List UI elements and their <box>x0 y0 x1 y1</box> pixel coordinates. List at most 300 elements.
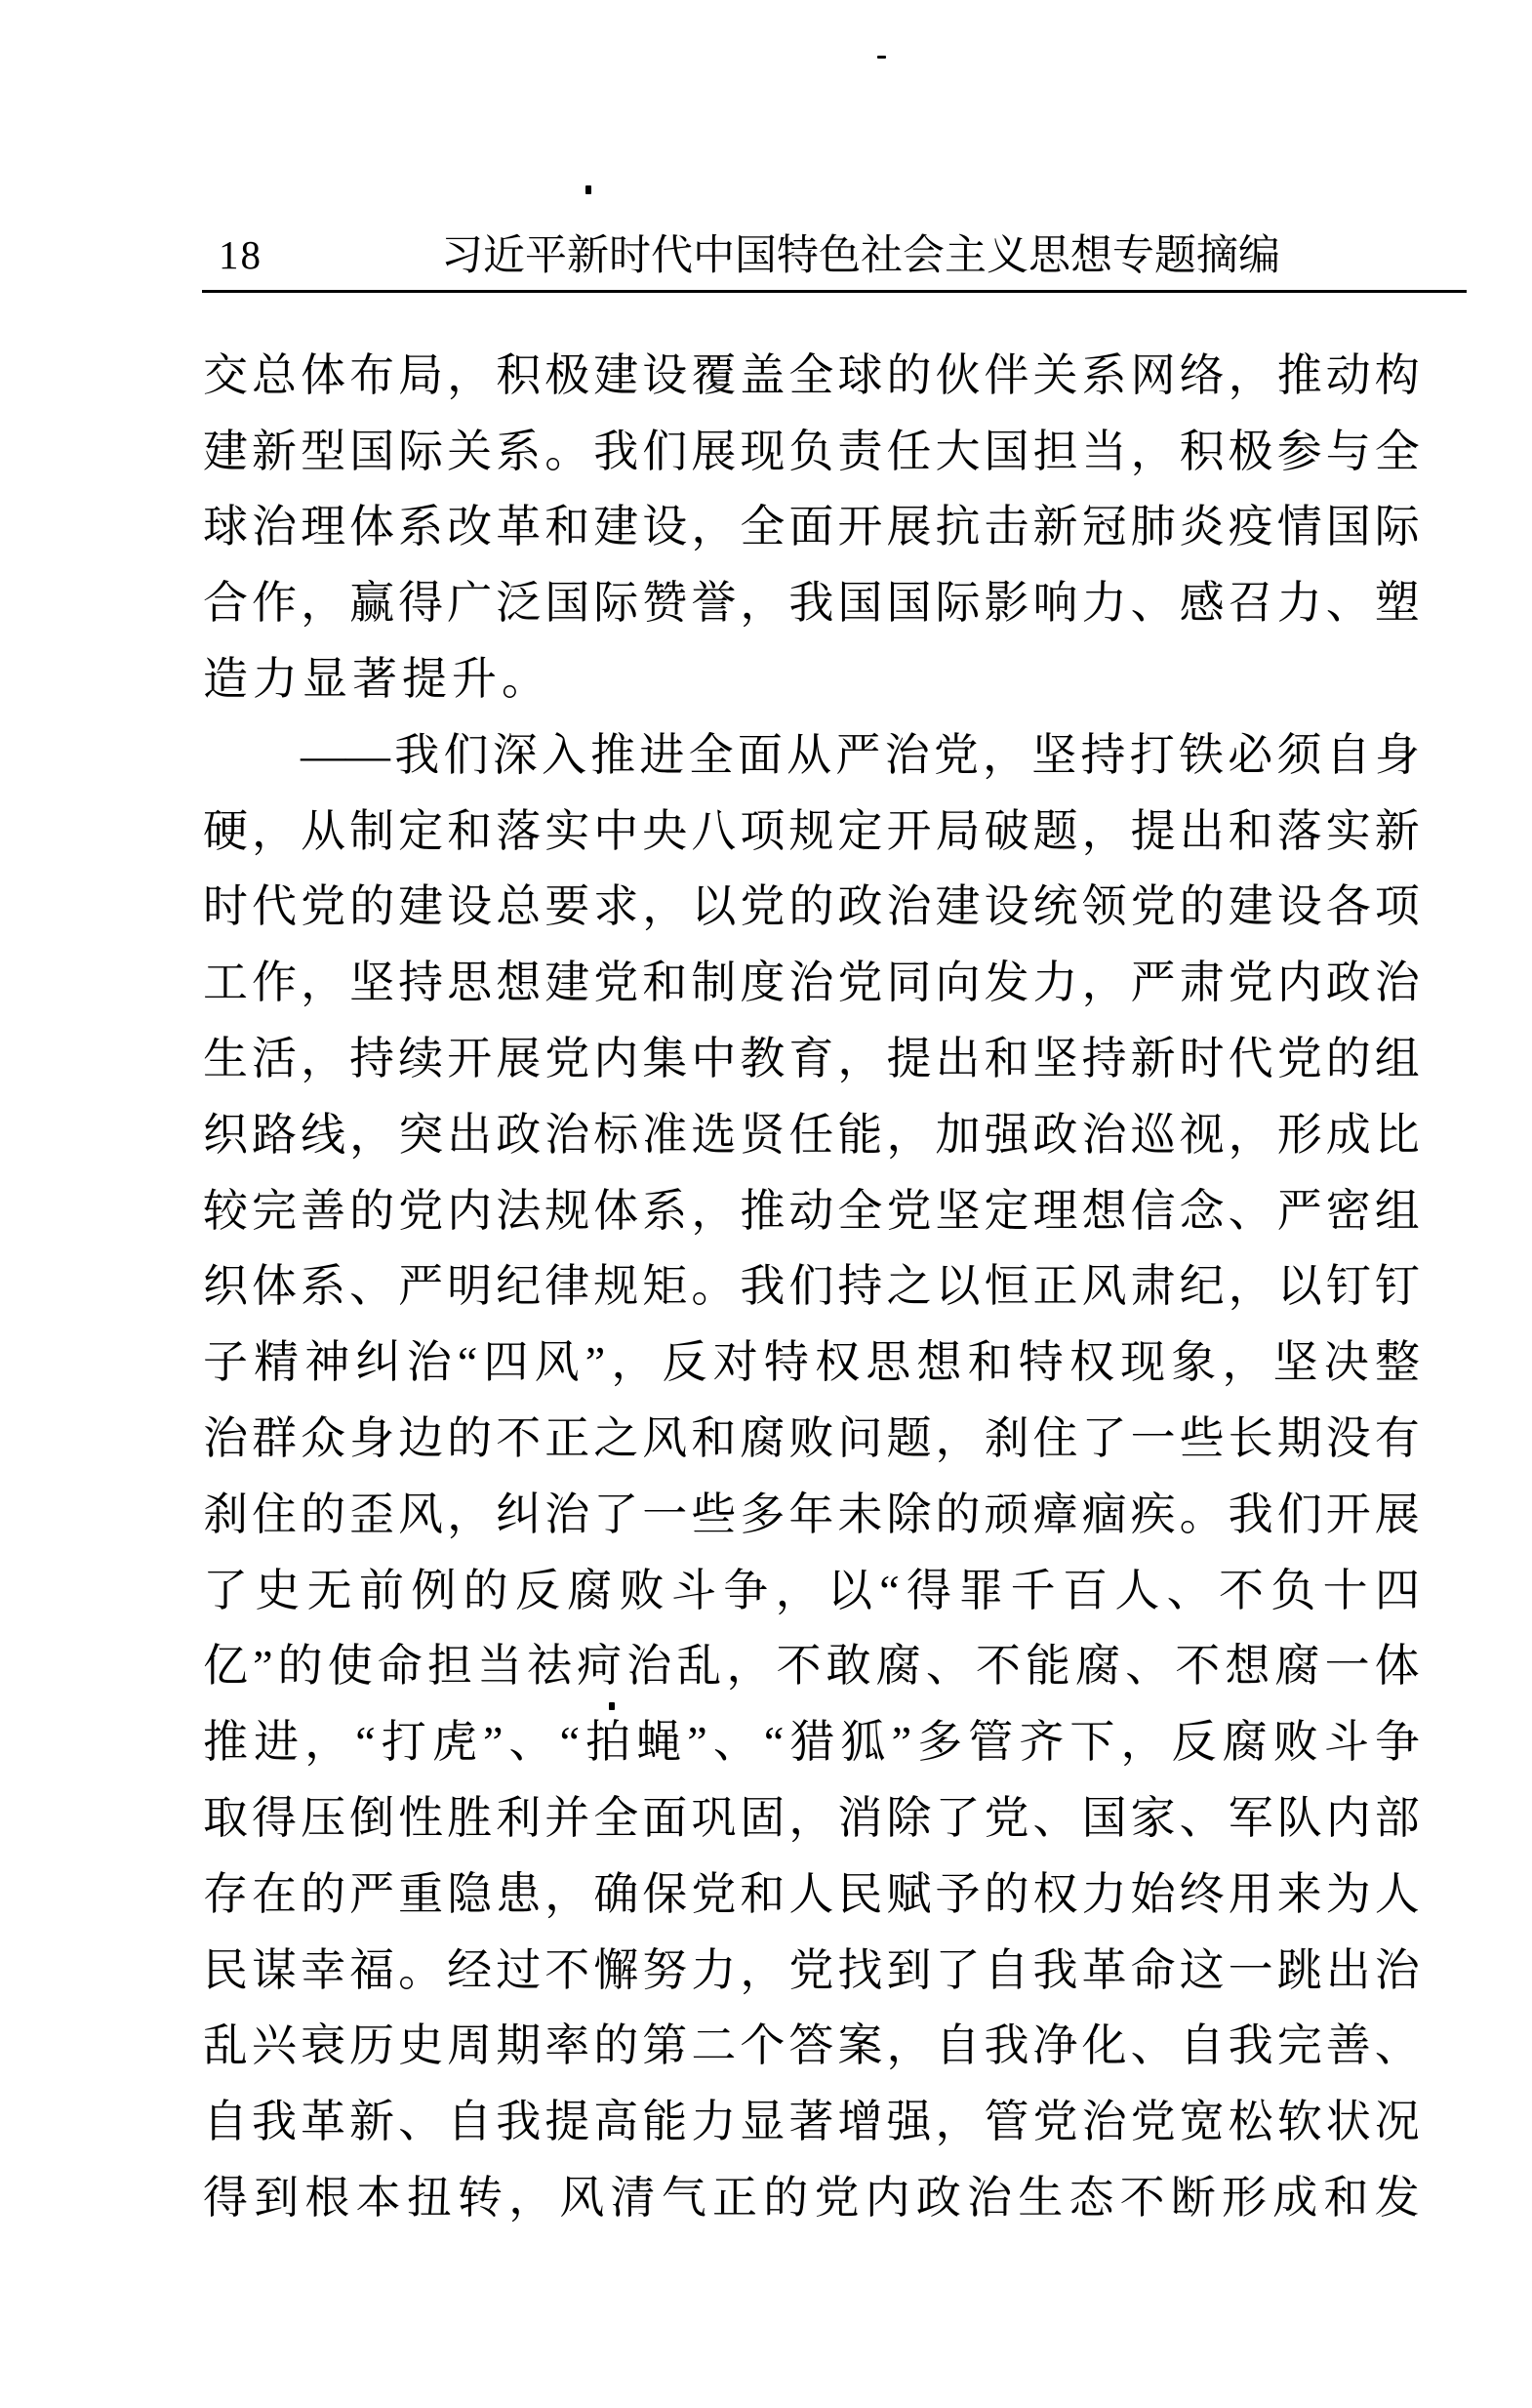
glyph: 之 <box>886 1261 932 1312</box>
glyph: 建 <box>544 958 590 1008</box>
glyph: 铁 <box>1178 729 1224 780</box>
glyph: 不 <box>1218 1565 1264 1615</box>
glyph: 出 <box>1325 1944 1371 1995</box>
glyph: 新 <box>1032 502 1078 552</box>
glyph: 展 <box>496 1034 542 1084</box>
glyph: 治 <box>406 1337 452 1388</box>
text-line <box>203 2084 1420 2160</box>
glyph: 、 <box>1032 1793 1078 1844</box>
glyph: 治 <box>544 1489 590 1539</box>
glyph: 瘴 <box>1032 1489 1078 1539</box>
glyph: 况 <box>1374 2097 1420 2147</box>
glyph: 全 <box>688 729 734 780</box>
glyph: 一 <box>642 1489 688 1539</box>
glyph: 组 <box>1374 1034 1420 1084</box>
glyph: 生 <box>1018 2173 1064 2224</box>
glyph: 自 <box>1325 729 1371 780</box>
glyph: 、 <box>1325 578 1371 629</box>
glyph: 群 <box>252 1413 298 1464</box>
glyph: 党 <box>933 729 979 780</box>
glyph: 四 <box>483 1337 529 1388</box>
glyph: 净 <box>1032 2020 1078 2071</box>
glyph: 的 <box>935 1489 981 1539</box>
glyph: 的 <box>788 881 834 932</box>
glyph: ， <box>1081 958 1127 1008</box>
glyph: 提 <box>1130 805 1176 856</box>
glyph: 对 <box>712 1337 758 1388</box>
glyph: 革 <box>1081 1944 1127 1995</box>
glyph: 赋 <box>886 1868 932 1919</box>
text-line <box>203 641 1420 717</box>
glyph: 政 <box>496 1109 542 1160</box>
glyph: 特 <box>1018 1337 1064 1388</box>
glyph: 响 <box>1032 578 1078 629</box>
glyph: 肺 <box>1130 502 1176 552</box>
glyph: 打 <box>1129 729 1175 780</box>
glyph: 际 <box>398 426 444 476</box>
glyph: 责 <box>837 426 883 476</box>
glyph: 抗 <box>935 502 981 552</box>
glyph: 猎 <box>789 1717 835 1768</box>
glyph: 军 <box>1228 1793 1273 1844</box>
glyph: 中 <box>691 1034 737 1084</box>
glyph: 百 <box>1063 1565 1108 1615</box>
glyph: 定 <box>984 1185 1029 1236</box>
glyph: 赢 <box>349 578 395 629</box>
glyph: 的 <box>1325 1034 1371 1084</box>
glyph: 组 <box>1374 1185 1420 1236</box>
glyph: 构 <box>1374 349 1420 400</box>
glyph: 刹 <box>203 1489 248 1539</box>
glyph: 的 <box>763 2173 809 2224</box>
glyph: 我 <box>1228 1489 1273 1539</box>
page-number: 18 <box>219 232 262 277</box>
glyph: 治 <box>1081 1109 1127 1160</box>
glyph: 宽 <box>1179 2097 1225 2147</box>
glyph: 年 <box>788 1489 834 1539</box>
glyph: 明 <box>447 1261 493 1312</box>
glyph: 不 <box>975 1641 1021 1692</box>
glyph: 力 <box>1032 958 1078 1008</box>
glyph: 国 <box>984 426 1029 476</box>
glyph: 、 <box>1125 1641 1171 1692</box>
glyph: 持 <box>1081 1034 1127 1084</box>
glyph: 必 <box>1228 729 1273 780</box>
glyph: 的 <box>301 1489 346 1539</box>
text-line <box>203 338 1420 414</box>
glyph: 个 <box>740 2020 786 2071</box>
glyph: 多 <box>917 1717 963 1768</box>
glyph: 作 <box>252 958 298 1008</box>
glyph: 规 <box>788 805 834 856</box>
glyph: 、 <box>925 1641 971 1692</box>
glyph: ， <box>983 729 1028 780</box>
glyph: 力 <box>253 654 298 705</box>
glyph: 信 <box>1130 1185 1176 1236</box>
glyph: 的 <box>447 1413 493 1464</box>
glyph: 狐 <box>840 1717 886 1768</box>
text-line <box>203 870 1420 946</box>
glyph: 面 <box>788 502 834 552</box>
glyph: ， <box>691 1185 737 1236</box>
glyph: 加 <box>935 1109 981 1160</box>
glyph: 贤 <box>740 1109 786 1160</box>
glyph: ， <box>642 881 688 932</box>
glyph: 当 <box>1081 426 1127 476</box>
glyph: 开 <box>1325 1489 1371 1539</box>
glyph: 积 <box>1179 426 1225 476</box>
glyph: 们 <box>1276 1489 1322 1539</box>
glyph: 正 <box>1032 1261 1078 1312</box>
glyph: 和 <box>1228 805 1273 856</box>
glyph: 象 <box>1171 1337 1217 1388</box>
glyph: 理 <box>301 502 346 552</box>
glyph: 们 <box>642 426 688 476</box>
glyph: 、 <box>712 1717 758 1768</box>
glyph: 刹 <box>984 1413 1029 1464</box>
text-line <box>203 1097 1420 1173</box>
glyph: 民 <box>203 1944 248 1995</box>
running-head-title: 习近平新时代中国特色社会主义思想专题摘编 <box>441 233 1280 279</box>
glyph: 从 <box>301 805 346 856</box>
text-line <box>203 2009 1420 2085</box>
glyph: 展 <box>1374 1489 1420 1539</box>
glyph: 感 <box>1179 578 1225 629</box>
glyph: 能 <box>837 1109 883 1160</box>
glyph: 决 <box>1323 1337 1369 1388</box>
glyph: 力 <box>1276 578 1322 629</box>
glyph: 严 <box>398 1261 444 1312</box>
glyph: 腐 <box>740 1413 786 1464</box>
glyph: 冠 <box>1081 502 1127 552</box>
glyph: 身 <box>1374 729 1420 780</box>
glyph: 蝇 <box>636 1717 682 1768</box>
glyph: 周 <box>447 2020 493 2071</box>
glyph: 设 <box>1276 881 1322 932</box>
glyph: 和 <box>447 805 493 856</box>
glyph: 形 <box>1276 1109 1322 1160</box>
glyph: 政 <box>915 2173 961 2224</box>
glyph: 腐 <box>1222 1717 1268 1768</box>
glyph: 队 <box>1276 1793 1322 1844</box>
glyph: 落 <box>496 805 542 856</box>
glyph: 制 <box>349 805 395 856</box>
glyph: 和 <box>740 1868 786 1919</box>
glyph: 织 <box>203 1261 248 1312</box>
glyph: ， <box>301 958 346 1008</box>
glyph: 力 <box>691 2097 737 2147</box>
glyph: 们 <box>443 729 489 780</box>
glyph: 塑 <box>1374 578 1420 629</box>
glyph: 答 <box>788 2020 834 2071</box>
glyph: 风 <box>1081 1261 1127 1312</box>
glyph: 任 <box>886 426 932 476</box>
glyph: 斗 <box>670 1565 716 1615</box>
glyph: 律 <box>544 1261 590 1312</box>
glyph: 予 <box>935 1868 981 1919</box>
glyph: 我 <box>1228 2020 1273 2071</box>
glyph: ， <box>301 1034 346 1084</box>
glyph: 齐 <box>1019 1717 1065 1768</box>
glyph: 自 <box>1179 2020 1225 2071</box>
glyph: 使 <box>327 1641 373 1692</box>
glyph: 深 <box>492 729 538 780</box>
glyph: 软 <box>1276 2097 1322 2147</box>
glyph: ， <box>935 2097 981 2147</box>
glyph: 内 <box>1276 958 1322 1008</box>
text-line <box>203 1857 1420 1933</box>
glyph: 法 <box>496 1185 542 1236</box>
glyph: 负 <box>1270 1565 1316 1615</box>
glyph: 治 <box>1374 1944 1420 1995</box>
glyph: 消 <box>837 1793 883 1844</box>
glyph: 纪 <box>496 1261 542 1312</box>
glyph: 党 <box>788 1944 834 1995</box>
glyph: 争 <box>723 1565 769 1615</box>
glyph: 持 <box>837 1261 883 1312</box>
glyph: ， <box>1228 349 1273 400</box>
glyph: 子 <box>203 1337 248 1388</box>
glyph: 关 <box>1032 349 1078 400</box>
glyph: 党 <box>984 1793 1029 1844</box>
glyph: 系 <box>301 1261 346 1312</box>
glyph: ” <box>585 1337 606 1388</box>
glyph: 题 <box>886 1413 932 1464</box>
glyph: 准 <box>642 1109 688 1160</box>
glyph: 规 <box>593 1261 639 1312</box>
glyph: 正 <box>544 1413 590 1464</box>
glyph: 展 <box>886 502 932 552</box>
glyph: 找 <box>837 1944 883 1995</box>
glyph: 治 <box>544 1109 590 1160</box>
glyph: 、 <box>1228 1185 1273 1236</box>
glyph: 利 <box>496 1793 542 1844</box>
glyph: 要 <box>544 881 590 932</box>
glyph: “ <box>355 1717 376 1768</box>
glyph: 建 <box>935 881 981 932</box>
glyph: 盖 <box>740 349 786 400</box>
glyph: 乱 <box>203 2020 248 2071</box>
glyph: 硬 <box>203 805 248 856</box>
glyph: 身 <box>349 1413 395 1464</box>
glyph: 设 <box>447 881 493 932</box>
glyph: ， <box>886 1109 932 1160</box>
glyph: 恒 <box>984 1261 1029 1312</box>
text-line <box>203 414 1420 490</box>
glyph: 建 <box>398 881 444 932</box>
glyph: 隐 <box>447 1868 493 1919</box>
glyph: 的 <box>301 1868 346 1919</box>
glyph: 建 <box>1228 881 1273 932</box>
glyph: 压 <box>301 1793 346 1844</box>
glyph: 显 <box>302 654 347 705</box>
glyph: 治 <box>626 1641 672 1692</box>
glyph: 题 <box>1032 805 1078 856</box>
glyph: ， <box>349 1109 395 1160</box>
glyph: 党 <box>837 958 883 1008</box>
glyph: 升 <box>452 654 497 705</box>
glyph: 史 <box>255 1565 301 1615</box>
glyph: 边 <box>398 1413 444 1464</box>
glyph: 力 <box>1081 578 1127 629</box>
glyph: 完 <box>252 1185 298 1236</box>
glyph: 出 <box>1179 805 1225 856</box>
text-line <box>203 1249 1420 1326</box>
glyph: 极 <box>544 349 590 400</box>
glyph: ， <box>304 1717 350 1768</box>
glyph: 的 <box>463 1565 508 1615</box>
glyph: ， <box>1228 1109 1273 1160</box>
glyph: 歪 <box>349 1489 395 1539</box>
glyph: 项 <box>1374 881 1420 932</box>
text-line <box>203 2160 1420 2236</box>
glyph: 过 <box>496 1944 542 1995</box>
glyph: 布 <box>349 349 395 400</box>
glyph: 影 <box>984 578 1029 629</box>
glyph: 不 <box>1175 1641 1221 1692</box>
glyph: 新 <box>1374 805 1420 856</box>
glyph: 到 <box>254 2173 300 2224</box>
glyph: 体 <box>301 349 346 400</box>
text-line <box>203 490 1420 566</box>
glyph: 政 <box>837 881 883 932</box>
glyph: ” <box>687 1717 707 1768</box>
glyph: 推 <box>203 1717 248 1768</box>
glyph: 期 <box>496 2020 542 2071</box>
glyph: 念 <box>1179 1185 1225 1236</box>
glyph: 权 <box>1032 1868 1078 1919</box>
glyph: 治 <box>886 881 932 932</box>
glyph: ， <box>301 578 346 629</box>
glyph: ， <box>935 1413 981 1464</box>
glyph: 一 <box>1324 1641 1370 1692</box>
glyph: 案 <box>837 2020 883 2071</box>
glyph: ， <box>837 1034 883 1084</box>
glyph: 反 <box>1171 1717 1217 1768</box>
glyph: 显 <box>740 2097 786 2147</box>
glyph: 党 <box>1130 881 1176 932</box>
glyph: 动 <box>1325 349 1371 400</box>
glyph: ， <box>775 1565 821 1615</box>
glyph: ， <box>691 502 737 552</box>
glyph: 善 <box>1325 2020 1371 2071</box>
glyph: 些 <box>691 1489 737 1539</box>
glyph: 推 <box>590 729 636 780</box>
glyph: 入 <box>541 729 586 780</box>
glyph: 以 <box>691 881 737 932</box>
glyph: 建 <box>593 502 639 552</box>
glyph: 、 <box>398 2097 444 2147</box>
glyph: 提 <box>402 654 447 705</box>
glyph: 顽 <box>984 1489 1029 1539</box>
glyph: 开 <box>837 502 883 552</box>
glyph: 生 <box>203 1034 248 1084</box>
glyph: 反 <box>514 1565 560 1615</box>
glyph: 坚 <box>1272 1337 1318 1388</box>
glyph: 能 <box>642 2097 688 2147</box>
glyph: 了 <box>203 1565 248 1615</box>
glyph: 开 <box>447 1034 493 1084</box>
glyph: 不 <box>544 1944 590 1995</box>
glyph: 化 <box>1081 2020 1127 2071</box>
glyph: 党 <box>1228 958 1273 1008</box>
glyph: 巩 <box>691 1793 737 1844</box>
scan-speck <box>609 1702 615 1710</box>
glyph: 新 <box>252 426 298 476</box>
glyph: 腐 <box>875 1641 921 1692</box>
glyph: 不 <box>776 1641 822 1692</box>
glyph: 人 <box>1374 1868 1420 1919</box>
glyph: 系 <box>642 1185 688 1236</box>
glyph: 党 <box>301 881 346 932</box>
glyph: 本 <box>355 2173 401 2224</box>
glyph: 造 <box>203 654 248 705</box>
glyph: 得 <box>203 2173 248 2224</box>
glyph: 的 <box>593 2020 639 2071</box>
glyph: 命 <box>377 1641 423 1692</box>
scan-speck <box>877 56 886 59</box>
glyph: ， <box>447 1489 493 1539</box>
glyph: 兴 <box>252 2020 298 2071</box>
glyph: 疫 <box>1228 502 1273 552</box>
glyph: 未 <box>837 1489 883 1539</box>
glyph: 发 <box>1374 2173 1420 2224</box>
glyph: 时 <box>203 881 248 932</box>
glyph: 国 <box>349 426 395 476</box>
glyph: 较 <box>203 1185 248 1236</box>
glyph: 重 <box>398 1868 444 1919</box>
glyph: 们 <box>788 1261 834 1312</box>
glyph: 实 <box>1325 805 1371 856</box>
glyph: 存 <box>203 1868 248 1919</box>
glyph: 局 <box>935 805 981 856</box>
glyph: 极 <box>1228 426 1273 476</box>
text-line <box>203 1173 1420 1249</box>
glyph: 固 <box>740 1793 786 1844</box>
glyph: 度 <box>740 958 786 1008</box>
glyph: 际 <box>593 578 639 629</box>
glyph: 与 <box>1325 426 1371 476</box>
glyph: 的 <box>1179 881 1225 932</box>
glyph: 人 <box>1114 1565 1160 1615</box>
glyph: 体 <box>349 502 395 552</box>
glyph: 想 <box>916 1337 962 1388</box>
glyph: 党 <box>593 958 639 1008</box>
glyph: 革 <box>496 502 542 552</box>
glyph: 国 <box>1081 1793 1127 1844</box>
glyph: 部 <box>1374 1793 1420 1844</box>
glyph: 严 <box>1130 958 1176 1008</box>
glyph: 一 <box>1228 1944 1273 1995</box>
text-line <box>203 794 1420 870</box>
glyph: 著 <box>788 2097 834 2147</box>
glyph: 我 <box>394 729 440 780</box>
glyph: 党 <box>691 1868 737 1919</box>
glyph: 现 <box>740 426 786 476</box>
glyph: 。 <box>398 1944 444 1995</box>
glyph: 四 <box>1374 1565 1420 1615</box>
glyph: 总 <box>496 881 542 932</box>
glyph: 成 <box>1325 1109 1371 1160</box>
glyph: 须 <box>1276 729 1322 780</box>
glyph: 比 <box>1374 1109 1420 1160</box>
glyph: 松 <box>1228 2097 1273 2147</box>
glyph: 内 <box>1325 1793 1371 1844</box>
glyph: 作 <box>252 578 298 629</box>
glyph: 增 <box>837 2097 883 2147</box>
glyph: 以 <box>826 1565 872 1615</box>
glyph: 伴 <box>984 349 1029 400</box>
